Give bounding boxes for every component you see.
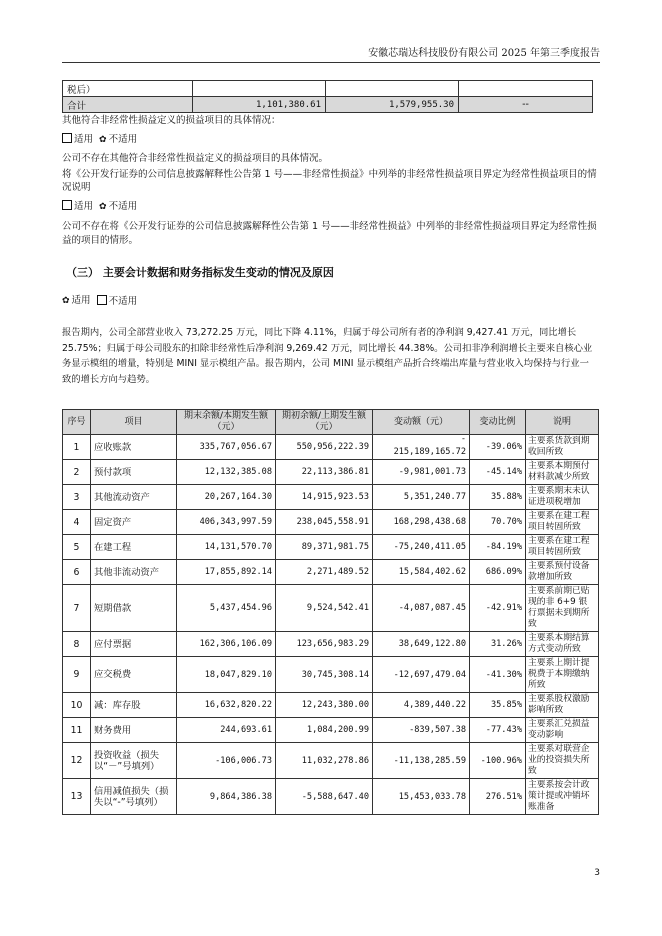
row-item: 短期借款 xyxy=(91,585,177,632)
option-label: 适用 xyxy=(74,201,94,212)
row-no: 8 xyxy=(63,632,91,657)
row-ratio: -84.19% xyxy=(470,535,526,560)
option-not-applicable[interactable] xyxy=(99,133,137,148)
total-current: 1,101,380.61 xyxy=(193,97,326,113)
option-applicable[interactable] xyxy=(62,133,93,147)
row-item: 其他非流动资产 xyxy=(91,560,177,585)
checkbox-empty-icon xyxy=(62,200,72,210)
table-row xyxy=(63,535,599,560)
row-note: 主要系在建工程项目转固所致 xyxy=(526,510,599,535)
checked-mark-icon: ✿ xyxy=(62,296,70,306)
row-ratio: 686.09% xyxy=(470,560,526,585)
table-row xyxy=(63,435,599,460)
row-no: 9 xyxy=(63,657,91,693)
non-recurring-summary-table xyxy=(62,80,593,113)
row-label: 税后） xyxy=(63,81,193,97)
row-item: 应付票据 xyxy=(91,632,177,657)
total-ytd: 1,579,955.30 xyxy=(326,97,459,113)
checked-mark-icon: ✿ xyxy=(99,134,107,145)
row-ratio: 70.70% xyxy=(470,510,526,535)
row-change xyxy=(373,435,470,460)
row-note: 主要系股权激励影响所致 xyxy=(526,693,599,718)
row-item: 应交税费 xyxy=(91,657,177,693)
row-note: 主要系货款到期收回所致 xyxy=(526,435,599,460)
row-ratio: 35.85% xyxy=(470,693,526,718)
option-row-2 xyxy=(62,200,597,215)
table-row xyxy=(63,718,599,743)
row-note: 主要系对联营企业的投资损失所致 xyxy=(526,743,599,779)
table-row xyxy=(63,779,599,815)
row-change: -11,138,285.59 xyxy=(373,743,470,779)
row-no: 13 xyxy=(63,779,91,815)
row-change: -12,697,479.04 xyxy=(373,657,470,693)
row-end-balance: 406,343,997.59 xyxy=(177,510,276,535)
option-label: 不适用 xyxy=(108,200,138,212)
row-no: 4 xyxy=(63,510,91,535)
total-note: -- xyxy=(459,97,593,113)
row-item: 减：库存股 xyxy=(91,693,177,718)
option-label: 适用 xyxy=(71,295,91,306)
total-label: 合计 xyxy=(63,97,193,113)
row-begin-balance: 1,084,200.99 xyxy=(276,718,373,743)
option-not-applicable[interactable] xyxy=(99,200,137,215)
row-note: 主要系上期计提税费于本期缴纳所致 xyxy=(526,657,599,693)
row-note: 主要系期末未认证进项税增加 xyxy=(526,485,599,510)
row-begin-balance: 123,656,983.29 xyxy=(276,632,373,657)
option-not-applicable[interactable] xyxy=(97,295,138,309)
option-label: 不适用 xyxy=(108,133,138,145)
row-change: 4,389,440.22 xyxy=(373,693,470,718)
row-note: 主要系汇兑损益变动影响 xyxy=(526,718,599,743)
table-row xyxy=(63,81,593,97)
row-end-balance: 14,131,570.70 xyxy=(177,535,276,560)
row-begin-balance: 11,032,278.86 xyxy=(276,743,373,779)
row-no: 12 xyxy=(63,743,91,779)
row-ratio: -77.43% xyxy=(470,718,526,743)
statement-2: 将《公开发行证券的公司信息披露解释性公告第 1 号——非经常性损益》中列举的非经常性损益项目界定为经常性损益项目的情况说明 xyxy=(62,168,597,193)
row-change: 15,453,033.78 xyxy=(373,779,470,815)
row-no: 6 xyxy=(63,560,91,585)
row-item: 财务费用 xyxy=(91,718,177,743)
total-row xyxy=(63,97,593,113)
statement-1: 公司不存在其他符合非经常性损益定义的损益项目的具体情况。 xyxy=(62,153,329,164)
row-end-balance: 244,693.61 xyxy=(177,718,276,743)
row-change: 15,584,402.62 xyxy=(373,560,470,585)
row-ratio: -41.30% xyxy=(470,657,526,693)
page-header xyxy=(62,44,600,63)
row-ratio: 35.88% xyxy=(470,485,526,510)
section-options xyxy=(62,294,597,309)
table-row xyxy=(63,560,599,585)
change-value: 215,189,165.72 xyxy=(393,446,466,457)
row-ratio: 276.51% xyxy=(470,779,526,815)
header-begin-balance: 期初余额/上期发生额（元） xyxy=(276,410,373,435)
row-note: 主要系在建工程项目转固所致 xyxy=(526,535,599,560)
row-end-balance: 16,632,820.22 xyxy=(177,693,276,718)
option-label: 不适用 xyxy=(108,295,138,307)
row-no: 5 xyxy=(63,535,91,560)
analysis-paragraph xyxy=(62,325,597,387)
checkbox-empty-icon xyxy=(97,295,107,305)
row-ratio: 31.26% xyxy=(470,632,526,657)
row-end-balance: 20,267,164.30 xyxy=(177,485,276,510)
row-change: -9,981,001.73 xyxy=(373,460,470,485)
row-end-balance: 162,306,106.09 xyxy=(177,632,276,657)
header-item: 项目 xyxy=(91,410,177,435)
table-row xyxy=(63,460,599,485)
option-row-1 xyxy=(62,133,597,148)
row-begin-balance: 14,915,923.53 xyxy=(276,485,373,510)
row-begin-balance: -5,588,647.40 xyxy=(276,779,373,815)
row-end-balance: 335,767,056.67 xyxy=(177,435,276,460)
table-row xyxy=(63,657,599,693)
row-no: 11 xyxy=(63,718,91,743)
row-ratio: -45.14% xyxy=(470,460,526,485)
statement-3: 公司不存在将《公开发行证券的公司信息披露解释性公告第 1 号——非经常性损益》中列举的非经常性损益项目界定为经常性损益的项目的情形。 xyxy=(62,221,597,246)
row-note: 主要系预付设备款增加所致 xyxy=(526,560,599,585)
row-begin-balance: 9,524,542.41 xyxy=(276,585,373,632)
row-change: -4,087,087.45 xyxy=(373,585,470,632)
change-sign: - xyxy=(460,434,466,444)
row-note: 主要系本期预付材料款减少所致 xyxy=(526,460,599,485)
table-header-row xyxy=(63,410,599,435)
row-item: 预付款项 xyxy=(91,460,177,485)
row-item: 投资收益（损失以“－”号填列） xyxy=(91,743,177,779)
row-no: 1 xyxy=(63,435,91,460)
row-no: 7 xyxy=(63,585,91,632)
table-row xyxy=(63,693,599,718)
header-ratio: 变动比例 xyxy=(470,410,526,435)
report-title: 安徽芯瑞达科技股份有限公司 2025 年第三季度报告 xyxy=(368,48,600,59)
header-change: 变动额（元） xyxy=(373,410,470,435)
row-change: -839,507.38 xyxy=(373,718,470,743)
row-item: 应收账款 xyxy=(91,435,177,460)
analysis-text: 报告期内，公司全部营业收入 73,272.25 万元，同比下降 4.11%，归属于母公司所有者的净利润 9,427.41 万元，同比增长 25.75%；归属于母公司股东的扣除非经常性后净利润 9,269.42 万元，同比增长 44.38%。公司扣非净利润增长主要来自核心业务显示模组的增量，特别是 MINI 显示模组产品。报告期内，公司 MINI 显示模组产品折合终端出库量与营业收入均保持与行业一致的增长方向与趋势。 xyxy=(62,327,593,385)
row-item: 在建工程 xyxy=(91,535,177,560)
row-change: 38,649,122.80 xyxy=(373,632,470,657)
table-row xyxy=(63,510,599,535)
row-note: 主要系前期已贴现的非 6+9 银行票据未到期所致 xyxy=(526,585,599,632)
row-ratio: -39.06% xyxy=(470,435,526,460)
row-ratio: -100.96% xyxy=(470,743,526,779)
row-begin-balance: 12,243,380.00 xyxy=(276,693,373,718)
header-note: 说明 xyxy=(526,410,599,435)
option-applicable[interactable] xyxy=(62,294,91,309)
row-note: 主要系本期结算方式变动所致 xyxy=(526,632,599,657)
row-no: 2 xyxy=(63,460,91,485)
row-begin-balance: 22,113,386.81 xyxy=(276,460,373,485)
row-no: 3 xyxy=(63,485,91,510)
table-row xyxy=(63,485,599,510)
header-end-balance: 期末余额/本期发生额（元） xyxy=(177,410,276,435)
row-end-balance: 9,864,386.38 xyxy=(177,779,276,815)
row-end-balance: 18,047,829.10 xyxy=(177,657,276,693)
row-end-balance: -106,006.73 xyxy=(177,743,276,779)
row-change: 168,298,438.68 xyxy=(373,510,470,535)
checkbox-empty-icon xyxy=(62,133,72,143)
header-no: 序号 xyxy=(63,410,91,435)
row-item: 固定资产 xyxy=(91,510,177,535)
table-row xyxy=(63,743,599,779)
row-begin-balance: 89,371,981.75 xyxy=(276,535,373,560)
row-begin-balance: 30,745,308.14 xyxy=(276,657,373,693)
row-no: 10 xyxy=(63,693,91,718)
option-label: 适用 xyxy=(74,134,94,145)
section-title: （三） 主要会计数据和财务指标发生变动的情况及原因 xyxy=(66,266,334,279)
row-begin-balance: 238,045,558.91 xyxy=(276,510,373,535)
option-row-3 xyxy=(62,294,597,309)
row-end-balance: 17,855,892.14 xyxy=(177,560,276,585)
row-item: 其他流动资产 xyxy=(91,485,177,510)
row-item: 信用减值损失（损失以“-”号填列） xyxy=(91,779,177,815)
row-change: -75,240,411.05 xyxy=(373,535,470,560)
other-items-heading: 其他符合非经常性损益定义的损益项目的具体情况： xyxy=(62,115,281,126)
option-applicable[interactable] xyxy=(62,200,93,214)
checked-mark-icon: ✿ xyxy=(99,201,107,212)
page-number: 3 xyxy=(594,868,600,878)
financial-changes-table xyxy=(62,409,599,815)
row-begin-balance: 550,956,222.39 xyxy=(276,435,373,460)
row-change: 5,351,240.77 xyxy=(373,485,470,510)
row-begin-balance: 2,271,489.52 xyxy=(276,560,373,585)
table-row xyxy=(63,585,599,632)
other-items-section xyxy=(62,114,597,247)
row-end-balance: 5,437,454.96 xyxy=(177,585,276,632)
row-note: 主要系按会计政策计提或冲销坏账准备 xyxy=(526,779,599,815)
row-end-balance: 12,132,385.08 xyxy=(177,460,276,485)
table-row xyxy=(63,632,599,657)
row-ratio: -42.91% xyxy=(470,585,526,632)
